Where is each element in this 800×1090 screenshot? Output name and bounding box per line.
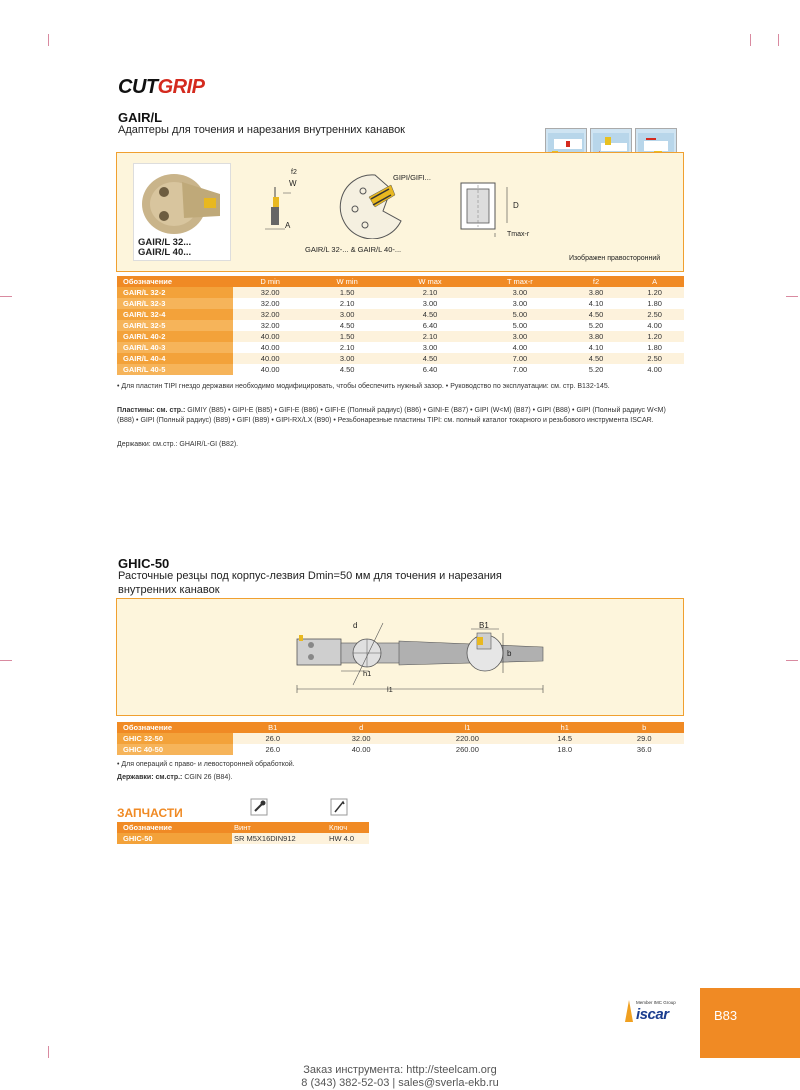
note-tipi: • Для пластин TIPI гнездо державки необходимо модифицировать, чтобы обеспечить нужный зазор. • Руководство по эксплуатации: см. стр. B132-145. (117, 383, 610, 390)
cell: GAIR/L 40-4 (117, 353, 233, 364)
dim-tmax: Tmax-r (507, 231, 530, 238)
cell: 18.0 (525, 744, 605, 755)
cell: GHIC 32-50 (117, 733, 233, 744)
col-header: l1 (410, 722, 525, 733)
insert-drawing (261, 167, 301, 233)
cell: 4.50 (387, 353, 473, 364)
footer-order-link[interactable]: Заказ инструмента: http://steelcam.org (303, 1064, 497, 1076)
cell: 4.00 (625, 320, 684, 331)
note-operations: • Для операций с право- и левосторонней обработкой. (117, 761, 295, 768)
spare-parts-title: ЗАПЧАСТИ (117, 806, 183, 820)
spare-parts-table (117, 822, 369, 844)
logo-cut: CUT (118, 76, 158, 98)
col-header: d (313, 722, 410, 733)
dim-l1: l1 (387, 685, 393, 694)
cell: 26.0 (233, 744, 313, 755)
cell: 3.00 (473, 331, 567, 342)
crop-mark (750, 34, 751, 46)
cell: 4.10 (567, 298, 626, 309)
col-header: f2 (567, 276, 626, 287)
cell: 7.00 (473, 353, 567, 364)
cell: 3.80 (567, 287, 626, 298)
cell: 4.10 (567, 342, 626, 353)
photo-label: GAIR/L 40... (138, 247, 192, 258)
cell: 40.00 (233, 364, 307, 375)
photo-label: GAIR/L 32... (138, 237, 192, 248)
cell: 4.00 (473, 342, 567, 353)
cell: 1.50 (307, 331, 387, 342)
cell: 2.50 (625, 353, 684, 364)
cell: 1.20 (625, 331, 684, 342)
cell: 3.00 (473, 298, 567, 309)
col-header: D min (233, 276, 307, 287)
note-label: Державки: см.стр.: (117, 774, 183, 781)
dim-f2: f2 (291, 169, 297, 176)
crop-mark (786, 296, 798, 297)
cell: 1.80 (625, 342, 684, 353)
note-text: CGIN 26 (B84). (182, 774, 233, 781)
cell: GHIC 40-50 (117, 744, 233, 755)
ghic-diagram-box (116, 598, 684, 716)
dim-h1: h1 (363, 669, 372, 678)
cell: 2.10 (387, 331, 473, 342)
cell: 260.00 (410, 744, 525, 755)
crop-mark (786, 660, 798, 661)
table-row (117, 298, 684, 309)
cell: 4.50 (567, 309, 626, 320)
cut-grip-logo (118, 76, 205, 99)
col-header: Ключ (327, 822, 369, 833)
cell: 32.00 (233, 298, 307, 309)
table-row (117, 342, 684, 353)
cell: 32.00 (233, 287, 307, 298)
cell: GAIR/L 32-4 (117, 309, 233, 320)
page-number: B83 (714, 1008, 738, 1023)
cell: 4.50 (307, 364, 387, 375)
col-header: Винт (232, 822, 327, 833)
table-header-row (117, 722, 684, 733)
cell: 7.00 (473, 364, 567, 375)
cell: 2.50 (625, 309, 684, 320)
table-row (117, 331, 684, 342)
dim-d: d (353, 621, 358, 630)
cell: 4.50 (307, 320, 387, 331)
dim-d: D (513, 201, 519, 210)
cell: 40.00 (313, 744, 410, 755)
right-hand-note: Изображен правосторонний (569, 255, 661, 262)
dim-a: A (285, 221, 291, 230)
cell: 40.00 (233, 353, 307, 364)
cell: 3.00 (387, 298, 473, 309)
crop-mark (48, 1046, 49, 1058)
iscar-logo (624, 1000, 688, 1024)
cell: 32.00 (233, 309, 307, 320)
table-row (117, 320, 684, 331)
cell: SR M5X16DIN912 (232, 833, 327, 844)
diag-insert-label: GIPI/GIFI... (393, 173, 431, 182)
table-row (117, 733, 684, 744)
adapter-photo-icon (134, 168, 230, 238)
table-row (117, 744, 684, 755)
cell: 3.00 (473, 287, 567, 298)
cell: 6.40 (387, 364, 473, 375)
cell: GAIR/L 32-2 (117, 287, 233, 298)
col-header: b (604, 722, 684, 733)
table-header-row (117, 822, 369, 833)
cell: 4.50 (567, 353, 626, 364)
cell: 2.10 (307, 342, 387, 353)
cell: 1.50 (307, 287, 387, 298)
cell: 3.00 (307, 309, 387, 320)
section-subtitle: внутренних канавок (118, 584, 220, 596)
cell: 4.50 (387, 309, 473, 320)
cell: GAIR/L 32-3 (117, 298, 233, 309)
cell: 3.80 (567, 331, 626, 342)
gair-spec-table (117, 276, 684, 375)
table-header-row (117, 276, 684, 287)
section-title: GAIR/L (118, 110, 163, 125)
cell: 29.0 (604, 733, 684, 744)
cell: 6.40 (387, 320, 473, 331)
col-header: W max (387, 276, 473, 287)
iscar-wordmark: iscar (636, 1006, 669, 1023)
col-header: Обозначение (117, 822, 232, 833)
cell: 40.00 (233, 331, 307, 342)
cell: GAIR/L 40-2 (117, 331, 233, 342)
col-header: T max-r (473, 276, 567, 287)
table-row (117, 353, 684, 364)
dim-b: b (507, 649, 512, 658)
cell: 5.20 (567, 364, 626, 375)
cell: 40.00 (233, 342, 307, 353)
cell: 5.00 (473, 320, 567, 331)
iscar-flame-icon (624, 1000, 634, 1022)
cell: 32.00 (313, 733, 410, 744)
product-photo (133, 163, 231, 261)
ghic-spec-table (117, 722, 684, 755)
note-holders (117, 773, 233, 783)
cell: 2.10 (307, 298, 387, 309)
page-tab (700, 988, 800, 1058)
cell: GAIR/L 40-5 (117, 364, 233, 375)
cell: 5.20 (567, 320, 626, 331)
logo-grip: GRIP (157, 76, 205, 98)
screw-icon (250, 798, 268, 816)
imc-member: Member IMC Group (636, 1000, 676, 1005)
gair-diagram-box (116, 152, 684, 272)
cell: 1.80 (625, 298, 684, 309)
crop-mark (48, 34, 49, 46)
dim-w: W (289, 179, 297, 188)
col-header: B1 (233, 722, 313, 733)
section-subtitle: Адаптеры для точения и нарезания внутренних канавок (118, 124, 405, 136)
crop-mark (778, 34, 779, 46)
col-header: Обозначение (117, 722, 233, 733)
footer (250, 1064, 550, 1090)
note-label: Пластины: см. стр.: (117, 407, 186, 414)
crop-mark (0, 296, 12, 297)
note-text: GIMIY (B85) • GIPI-E (B85) • GIFI-E (B86) • GIFI-E (Полный радиус) (B86) • GINI-E (B87) • GIPI (W<M) (B87) • GIPI (B88) • GIPI (Полный радиус W<M) (B88) • GIPI (Полный радиус) (B89) • GIFI (B89) • GIPI-RX/LX (B90) • Резьбонарезные пластины TIPI: см. полный каталог токарного и резьбового инструмента ISCAR. (117, 407, 666, 424)
table-row (117, 364, 684, 375)
key-icon (330, 798, 348, 816)
col-header: A (625, 276, 684, 287)
cell: 3.00 (387, 342, 473, 353)
cell: GAIR/L 32-5 (117, 320, 233, 331)
footer-contacts[interactable]: 8 (343) 382-52-03 | sales@sverla-ekb.ru (301, 1077, 499, 1089)
cell: 3.00 (307, 353, 387, 364)
cell: 26.0 (233, 733, 313, 744)
table-row (117, 287, 684, 298)
section-subtitle: Расточные резцы под корпус-лезвия Dmin=50 мм для точения и нарезания (118, 570, 502, 582)
dim-b1: B1 (479, 621, 489, 630)
cell: 2.10 (387, 287, 473, 298)
cell: 220.00 (410, 733, 525, 744)
cell: GHIC-50 (117, 833, 232, 844)
col-header: Обозначение (117, 276, 233, 287)
cell: 14.5 (525, 733, 605, 744)
col-header: h1 (525, 722, 605, 733)
cell: 36.0 (604, 744, 684, 755)
table-row (117, 833, 369, 844)
cell: GAIR/L 40-3 (117, 342, 233, 353)
crop-mark (0, 660, 12, 661)
diag-caption: GAIR/L 32-... & GAIR/L 40-... (305, 245, 402, 254)
note-inserts (117, 406, 682, 426)
cell: 32.00 (233, 320, 307, 331)
cell: HW 4.0 (327, 833, 369, 844)
end-view-drawing (463, 619, 523, 683)
cell: 5.00 (473, 309, 567, 320)
cell: 1.20 (625, 287, 684, 298)
note-holders: Державки: см.стр.: GHAIR/L-GI (B82). (117, 441, 239, 448)
cell: 4.00 (625, 364, 684, 375)
table-row (117, 309, 684, 320)
col-header: W min (307, 276, 387, 287)
section-title: GHIC-50 (118, 556, 170, 571)
bore-drawing (453, 177, 533, 239)
